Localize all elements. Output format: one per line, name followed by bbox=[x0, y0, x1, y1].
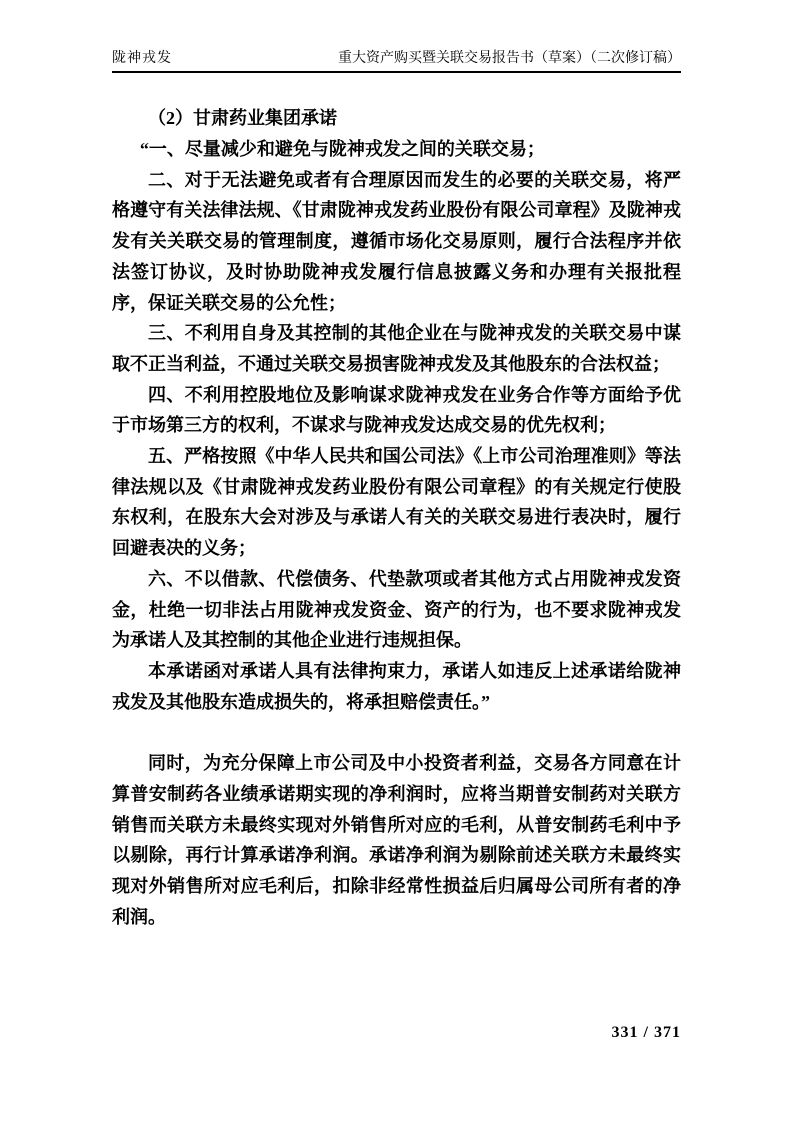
page-number: 331 / 371 bbox=[611, 1024, 681, 1041]
profit-calculation-paragraph: 同时，为充分保障上市公司及中小投资者利益，交易各方同意在计算普安制药各业绩承诺期实现的净利润时，应将当期普安制药对关联方销售而关联方未最终实现对外销售所对应的毛利，从普安制药毛利中予以剔除，再行计算承诺净利润。承诺净利润为剔除前述关联方未最终实现对外销售所对应毛利后，扣除非经常性损益后归属母公司所有者的净利润。 bbox=[112, 753, 681, 927]
commitment-closing-statement: 本承诺函对承诺人具有法律拘束力，承诺人如违反上述承诺给陇神戎发及其他股东造成损失的，将承担赔偿责任。” bbox=[112, 660, 681, 712]
section-heading: （2）甘肃药业集团承诺 bbox=[148, 108, 337, 128]
commitment-paragraph-5: 五、严格按照《中华人民共和国公司法》《上市公司治理准则》等法律法规以及《甘肃陇神戎发药业股份有限公司章程》的有关规定行使股东权利，在股东大会对涉及与承诺人有关的关联交易进行表决时，履行回避表决的义务； bbox=[112, 446, 681, 559]
commitment-paragraph-3: 三、不利用自身及其控制的其他企业在与陇神戎发的关联交易中谋取不正当利益，不通过关联交易损害陇神戎发及其他股东的合法权益； bbox=[112, 323, 681, 374]
header-report-title: 重大资产购买暨关联交易报告书（草案）（二次修订稿） bbox=[338, 51, 681, 66]
document-body bbox=[112, 103, 681, 933]
commitment-paragraph-1: “一、尽量减少和避免与陇神戎发之间的关联交易； bbox=[139, 139, 545, 159]
page-header bbox=[112, 0, 681, 73]
commitment-paragraph-6: 六、不以借款、代偿债务、代垫款项或者其他方式占用陇神戎发资金，杜绝一切非法占用陇神戎发资金、资产的行为，也不要求陇神戎发为承诺人及其控制的其他企业进行违规担保。 bbox=[112, 568, 681, 651]
commitment-paragraph-4: 四、不利用控股地位及影响谋求陇神戎发在业务合作等方面给予优于市场第三方的权利，不谋求与陇神戎发达成交易的优先权利； bbox=[112, 384, 681, 436]
header-company-name: 陇神戎发 bbox=[112, 51, 172, 66]
commitment-paragraph-2: 二、对于无法避免或者有合理原因而发生的必要的关联交易，将严格遵守有关法律法规、《甘肃陇神戎发药业股份有限公司章程》及陇神戎发有关关联交易的管理制度，遵循市场化交易原则，履行合法程序并依法签订协议，及时协助陇神戎发履行信息披露义务和办理有关报批程序，保证关联交易的公允性； bbox=[112, 169, 681, 313]
